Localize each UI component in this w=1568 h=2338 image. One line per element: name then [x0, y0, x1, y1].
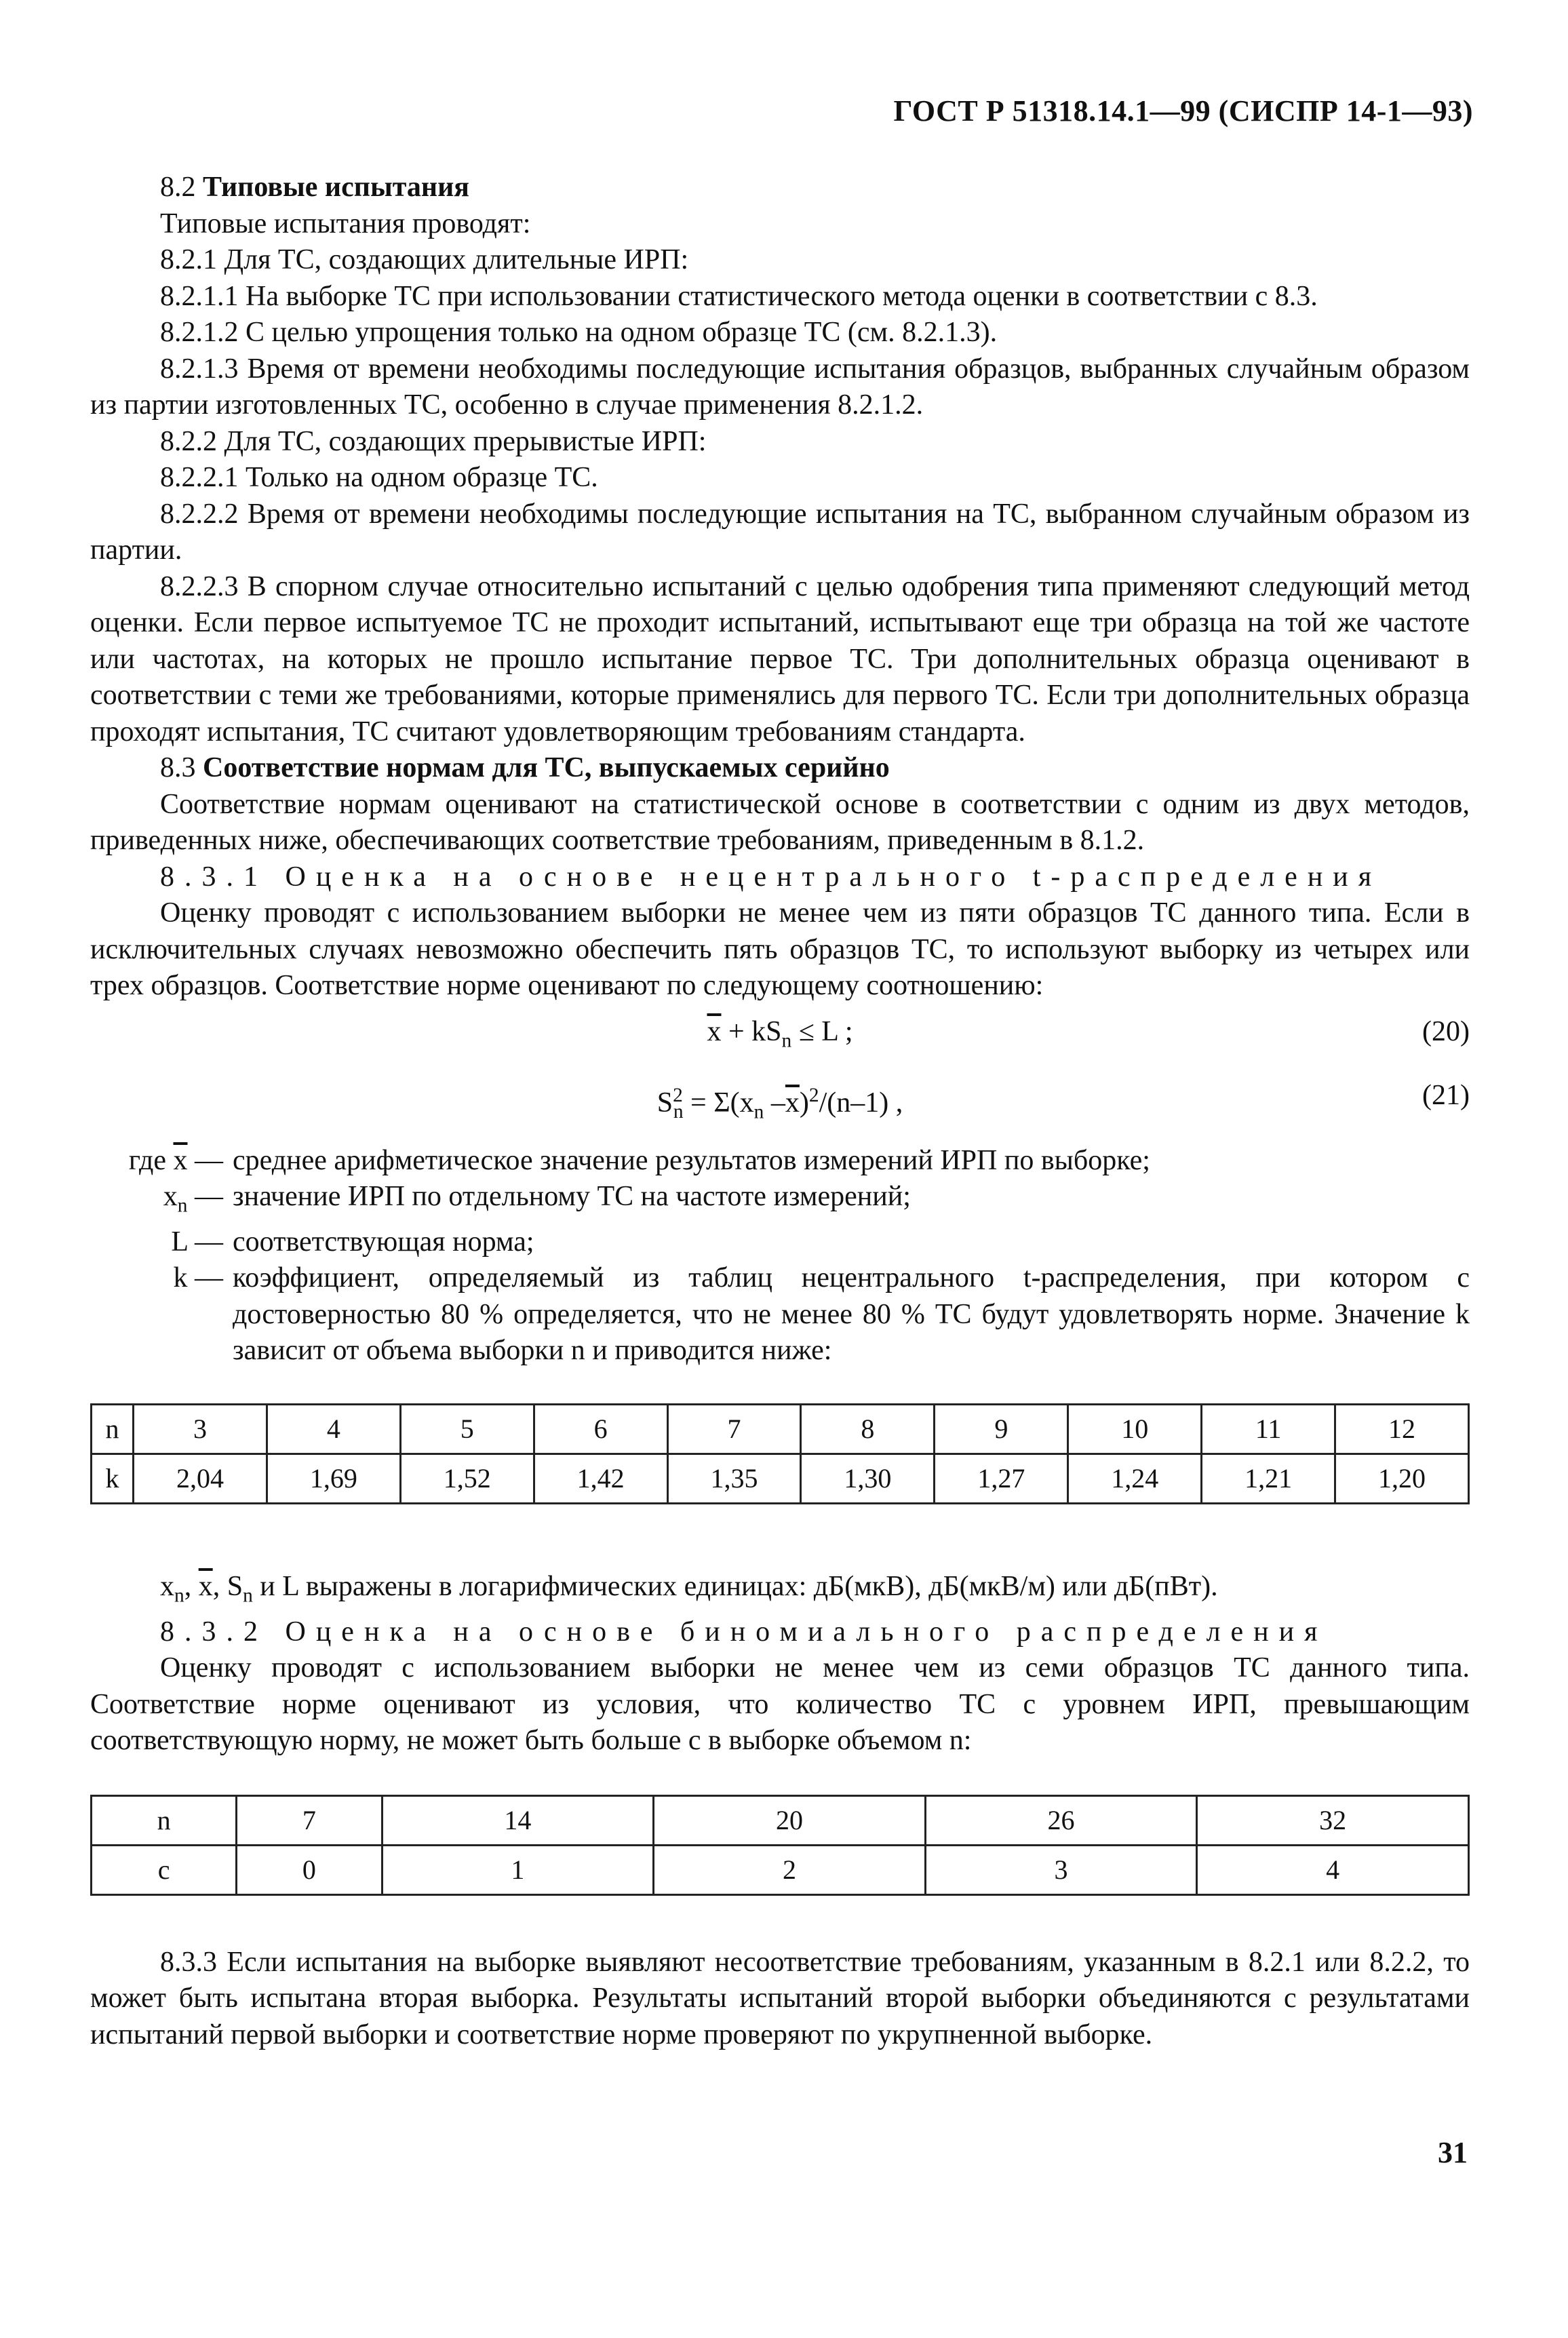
table-cell: 1,21 [1202, 1454, 1335, 1503]
paragraph: 8.2.2 Для ТС, создающих прерывистые ИРП: [160, 425, 707, 457]
formula-part: ) [799, 1087, 809, 1118]
definition-symbol [90, 1179, 233, 1224]
paragraph: Типовые испытания проводят: [160, 208, 531, 239]
table-cell: n [92, 1795, 237, 1845]
formula-part: ≤ L ; [791, 1015, 853, 1047]
symbol: x [163, 1181, 178, 1212]
units-paragraph [90, 1569, 1470, 1614]
table-cell: 1,27 [935, 1454, 1068, 1503]
definition-text: соответствующая норма; [233, 1226, 534, 1258]
paragraph: 8.2.1.1 На выборке ТС при использовании статистического метода оценки в соответствии с 8.3. [160, 280, 1318, 312]
section-number: 8.3 [160, 752, 196, 783]
paragraph: 8.2.1 Для ТС, создающих длительные ИРП: [160, 244, 689, 275]
table-cell: 14 [382, 1795, 654, 1845]
x-bar: $\overline{x}$ [785, 1087, 800, 1118]
table-cell: n [92, 1404, 134, 1454]
table-cell: 32 [1197, 1795, 1469, 1845]
definition-text: значение ИРП по отдельному ТС на частоте измерений; [233, 1181, 911, 1212]
formula-expression [657, 1078, 903, 1131]
definition-item [90, 1179, 1470, 1224]
table-cell: 9 [935, 1404, 1068, 1454]
formula-number: (20) [1422, 1015, 1470, 1047]
definition-symbol [90, 1143, 233, 1180]
formula-20 [90, 1014, 1470, 1075]
table-cell: 2 [654, 1845, 926, 1894]
table-cell: 7 [237, 1795, 382, 1845]
definition-prefix: где [128, 1144, 166, 1176]
paragraph: 8.2.2.3 В спорном случае относительно испытаний с целью одобрения типа применяют следующий метод оценки. Если первое испытуемое ТС не проходит испытаний, испытывают еще три образца на той же частоте или частотах, на которых не прошло испытание первое ТС. Три дополнительных образца оценивают в соответствии с теми же требованиями, которые применялись для первого ТС. Если три дополнительных образца проходят испытания, ТС считают удовлетворяющим требованиям стандарта. [90, 570, 1470, 747]
formula-sup: 2 [673, 1084, 683, 1106]
table-cell: 5 [400, 1404, 534, 1454]
symbol: L [171, 1226, 188, 1258]
formula-part: = Σ(x [683, 1087, 754, 1118]
symbol: k [173, 1262, 188, 1294]
table-cell: 20 [654, 1795, 926, 1845]
formula-number: (21) [1422, 1079, 1470, 1111]
formula-expression [707, 1014, 852, 1059]
definition-item [90, 1143, 1470, 1180]
symbol-sub: n [177, 1194, 188, 1217]
definition-symbol [90, 1224, 233, 1261]
table-cell: 6 [534, 1404, 667, 1454]
paragraph: Соответствие нормам оценивают на статистической основе в соответствии с одним из двух методов, приведенных ниже, обеспечивающих соответствие требованиям, приведенным в 8.1.2. [90, 788, 1470, 856]
table-cell: 26 [925, 1795, 1197, 1845]
dash: — [195, 1262, 223, 1294]
definition-item [90, 1224, 1470, 1261]
definition-item [90, 1260, 1470, 1369]
dash: — [195, 1226, 223, 1258]
table-cell: 12 [1335, 1404, 1469, 1454]
paragraph: Оценку проводят с использованием выборки не менее чем из семи образцов ТС данного типа. Соответствие норме оценивают из условия, что количество ТС с уровнем ИРП, превышающим соответствующую норму, не может быть больше с в выборке объемом n: [90, 1652, 1470, 1757]
table-row [92, 1404, 1469, 1454]
text-part: , [184, 1570, 199, 1602]
formula-part: S [656, 1087, 673, 1118]
formula-sup: 2 [808, 1084, 819, 1106]
dash: — [195, 1181, 223, 1212]
definition-text: коэффициент, определяемый из таблиц нецентрального t-распределения, при котором с достоверностью 80 % определяется, что не менее 80 % ТС будут удовлетворять норме. Значение k зависит от объема выборки n и приводится ниже: [233, 1262, 1470, 1367]
section-title: Соответствие нормам для ТС, выпускаемых серийно [203, 752, 890, 783]
document-header: ГОСТ Р 51318.14.1—99 (СИСПР 14-1—93) [893, 94, 1473, 128]
table-cell: 3 [925, 1845, 1197, 1894]
table-cell: 1,35 [667, 1454, 801, 1503]
text-part: и L выражены в логарифмических единицах: дБ(мкВ), дБ(мкВ/м) или дБ(пВт). [252, 1570, 1218, 1602]
text-part: , S [212, 1570, 243, 1602]
table-cell: 1,20 [1335, 1454, 1469, 1503]
paragraph: 8.3.3 Если испытания на выборке выявляют несоответствие требованиям, указанным в 8.2.1 или 8.2.2, то может быть испытана вторая выборка. Результаты испытаний второй выборки объединяются с результатами испытаний первой выборки и соответствие норме проверяют по укрупненной выборке. [90, 1946, 1470, 2050]
table-cell: 11 [1202, 1404, 1335, 1454]
subsection-8-3-2-title: 8.3.2 Оценка на основе биномиального распределения [160, 1616, 1328, 1648]
table-cell: 10 [1068, 1404, 1202, 1454]
table-cell: с [92, 1845, 237, 1894]
section-number: 8.2 [160, 172, 196, 203]
subsection-8-3-1-title: 8.3.1 Оценка на основе нецентрального t-распределения [160, 861, 1382, 893]
symbol-sub: n [243, 1584, 253, 1607]
table-cell: 1,52 [400, 1454, 534, 1503]
definition-symbol [90, 1260, 233, 1297]
table-cell: 1 [382, 1845, 654, 1894]
section-8-2-heading [90, 170, 1470, 206]
table-cell: 1,69 [267, 1454, 400, 1503]
section-title: Типовые испытания [203, 172, 470, 203]
formula-part: + kS [721, 1015, 782, 1047]
formula-part: /(n–1) , [819, 1087, 903, 1118]
definitions-list [90, 1143, 1470, 1369]
paragraph: 8.2.2.1 Только на одном образце ТС. [160, 462, 598, 493]
table-cell: 7 [667, 1404, 801, 1454]
paragraph: 8.2.2.2 Время от времени необходимы последующие испытания на ТС, выбранном случайным образом из партии. [90, 498, 1470, 566]
formula-sub: n [753, 1100, 764, 1123]
dash: — [195, 1144, 223, 1176]
symbol: $\overline{x}$ [173, 1144, 188, 1176]
table-cell: 2,04 [134, 1454, 267, 1503]
section-8-3-heading [90, 750, 1470, 787]
table-row [92, 1845, 1469, 1894]
table-c-values [90, 1795, 1470, 1896]
formula-sub: n [673, 1100, 684, 1123]
table-row [92, 1795, 1469, 1845]
table-cell: 4 [267, 1404, 400, 1454]
page-number: 31 [1438, 2136, 1468, 2169]
symbol-sub: n [174, 1584, 184, 1607]
formula-part: – [764, 1087, 785, 1118]
paragraph: 8.2.1.2 С целью упрощения только на одном образце ТС (см. 8.2.1.3). [160, 317, 998, 348]
table-k-values [90, 1403, 1470, 1504]
paragraph: 8.2.1.3 Время от времени необходимы последующие испытания образцов, выбранных случайным образом из партии изготовленных ТС, особенно в случае применения 8.2.1.2. [90, 353, 1470, 421]
table-cell: 1,30 [801, 1454, 935, 1503]
formula-21 [90, 1078, 1470, 1139]
x-bar: $\overline{x}$ [707, 1015, 722, 1047]
definition-text: среднее арифметическое значение результатов измерений ИРП по выборке; [233, 1144, 1150, 1176]
formula-sub: n [781, 1029, 792, 1051]
table-cell: 1,42 [534, 1454, 667, 1503]
table-cell: 3 [134, 1404, 267, 1454]
x-bar: $\overline{x}$ [198, 1570, 213, 1602]
table-cell: 4 [1197, 1845, 1469, 1894]
table-cell: 0 [237, 1845, 382, 1894]
table-cell: 8 [801, 1404, 935, 1454]
table-cell: 1,24 [1068, 1454, 1202, 1503]
table-cell: k [92, 1454, 134, 1503]
document-body [90, 170, 1470, 2053]
paragraph: Оценку проводят с использованием выборки не менее чем из пяти образцов ТС данного типа. Если в исключительных случаях невозможно обеспечить пять образцов ТС, то используют выборку из четырех или трех образцов. Соответствие норме оценивают по следующему соотношению: [90, 897, 1470, 1001]
symbol: x [160, 1570, 174, 1602]
table-row [92, 1454, 1469, 1503]
